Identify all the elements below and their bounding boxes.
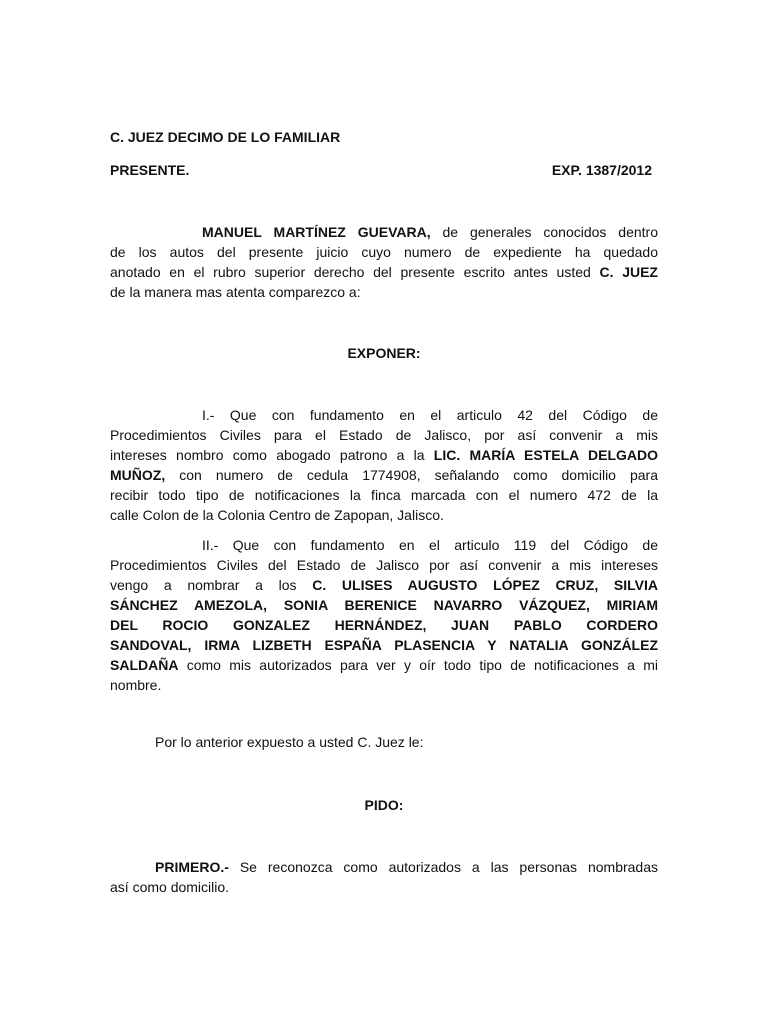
point2-line-4: SÁNCHEZ AMEZOLA, SONIA BERENICE NAVARRO VÁZQUEZ, MIRIAM xyxy=(110,597,658,613)
judge-title: C. JUEZ xyxy=(599,264,658,280)
point1-line-6: calle Colon de la Colonia Centro de Zapopan, Jalisco. xyxy=(110,507,444,523)
point2-line-3 xyxy=(110,575,658,595)
primero-line-2: así como domicilio. xyxy=(110,879,230,895)
primero-line-1 xyxy=(110,857,658,877)
primero-label: PRIMERO.- xyxy=(155,859,229,875)
point2-line-2: Procedimientos Civiles del Estado de Jalisco por así convenir a mis intereses xyxy=(110,557,658,573)
intro-line-4: de la manera mas atenta comparezco a: xyxy=(110,284,361,300)
point2-text-3: vengo a nombrar a los xyxy=(110,577,297,593)
presente-label: PRESENTE. xyxy=(110,162,190,178)
point1-text-4: con numero de cedula 1774908, señalando como domicilio para xyxy=(179,467,658,483)
petitioner-name: MANUEL MARTÍNEZ GUEVARA, xyxy=(202,224,431,240)
lawyer-name-2: MUÑOZ, xyxy=(110,467,166,483)
intro-text-3: anotado en el rubro superior derecho del presente escrito antes usted xyxy=(110,264,591,280)
expediente-number: EXP. 1387/2012 xyxy=(551,162,652,178)
point1-line-4 xyxy=(110,465,658,485)
authorized-names-last: SALDAÑA xyxy=(110,657,179,673)
intro-text-1: de generales conocidos dentro xyxy=(442,224,659,240)
intro-line-1 xyxy=(110,222,658,242)
point2-line-1: II.- Que con fundamento en el articulo 119 del Código de xyxy=(202,537,658,553)
point2-line-7 xyxy=(110,655,658,675)
conclusion-line: Por lo anterior expuesto a usted C. Juez le: xyxy=(155,734,424,750)
intro-line-2: de los autos del presente juicio cuyo numero de expediente ha quedado xyxy=(110,244,658,260)
presente-line xyxy=(110,160,658,180)
point2-line-5: DEL ROCIO GONZALEZ HERNÁNDEZ, JUAN PABLO CORDERO xyxy=(110,617,658,633)
addressee-line: C. JUEZ DECIMO DE LO FAMILIAR xyxy=(110,129,341,145)
point2-line-8: nombre. xyxy=(110,677,162,693)
point1-line-1: I.- Que con fundamento en el articulo 42 del Código de xyxy=(202,407,658,423)
point1-line-5: recibir todo tipo de notificaciones la finca marcada con el numero 472 de la xyxy=(110,487,658,503)
point1-text-3: intereses nombro como abogado patrono a la xyxy=(110,447,425,463)
heading-exponer: EXPONER: xyxy=(347,345,421,361)
point2-text-7: como mis autorizados para ver y oír todo tipo de notificaciones a mi xyxy=(186,657,658,673)
point1-line-2: Procedimientos Civiles para el Estado de Jalisco, por así convenir a mis xyxy=(110,427,658,443)
document-page xyxy=(110,0,658,1024)
point1-line-3 xyxy=(110,445,658,465)
primero-text-1: Se reconozca como autorizados a las personas nombradas xyxy=(239,859,659,875)
lawyer-name-1: LIC. MARÍA ESTELA DELGADO xyxy=(433,447,659,463)
point2-line-6: SANDOVAL, IRMA LIZBETH ESPAÑA PLASENCIA Y NATALIA GONZÁLEZ xyxy=(110,637,658,653)
heading-pido: PIDO: xyxy=(364,797,404,813)
authorized-names-1: C. ULISES AUGUSTO LÓPEZ CRUZ, SILVIA xyxy=(312,577,658,593)
intro-line-3 xyxy=(110,262,658,282)
